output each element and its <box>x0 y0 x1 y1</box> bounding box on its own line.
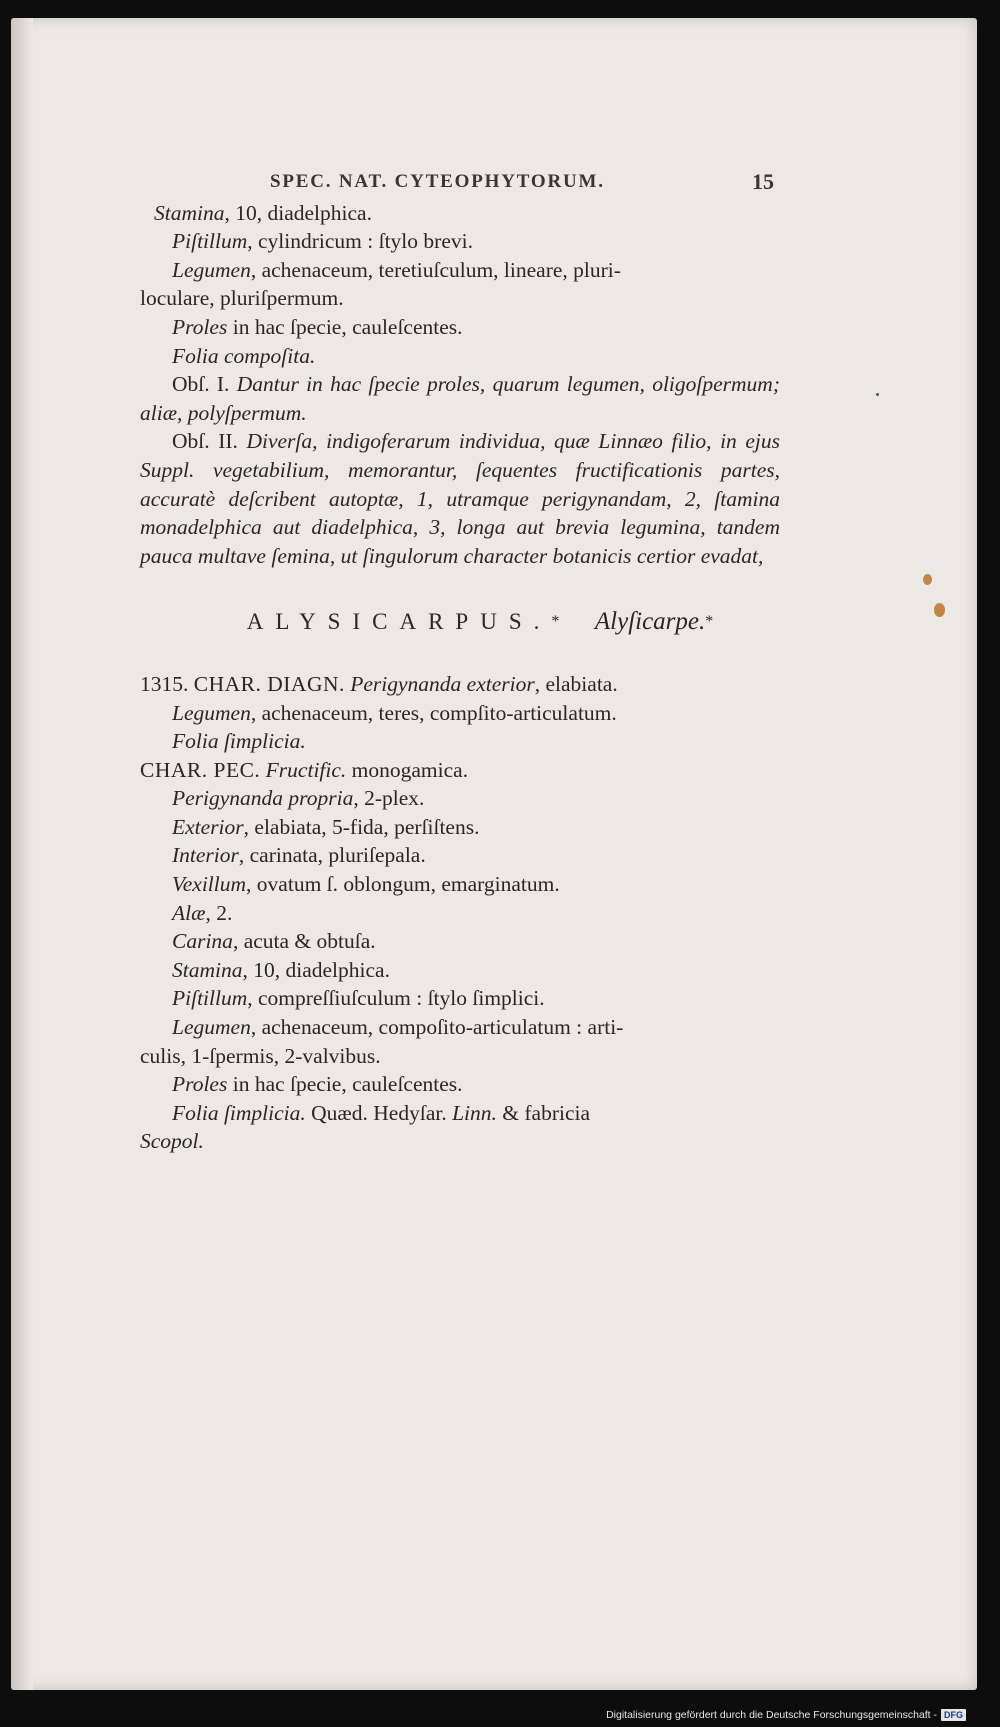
text-line <box>140 342 780 371</box>
speck <box>876 393 879 396</box>
text-line <box>140 784 780 813</box>
text: , 10, diadelphica. <box>224 200 372 225</box>
text-line <box>140 1013 780 1042</box>
text-line <box>140 227 780 256</box>
term: Perigynanda exterior <box>350 671 535 696</box>
text: , achenaceum, teretiuſculum, lineare, pluri- <box>250 257 621 282</box>
text: , elabiata. <box>534 671 618 696</box>
text: , carinata, pluriſepala. <box>238 843 426 868</box>
running-head <box>140 168 780 197</box>
text-line <box>140 1127 780 1156</box>
book-page <box>11 18 977 1690</box>
text-line <box>140 284 780 313</box>
text: , 2-plex. <box>353 786 425 811</box>
text-line <box>140 199 780 228</box>
entry-number: 1315. <box>140 671 189 696</box>
text: , elabiata, 5-fida, perſiſtens. <box>243 814 480 839</box>
footnote-star: * <box>551 613 560 631</box>
text-line <box>140 899 780 928</box>
foxing-stain-2 <box>934 603 945 617</box>
text-line <box>140 1042 780 1071</box>
term: Carina <box>172 929 233 954</box>
text: , compreſſiuſculum : ſtylo ſimplici. <box>247 986 545 1011</box>
diagn-label: CHAR. DIAGN. <box>193 671 345 696</box>
text: monogamica. <box>346 757 469 782</box>
text-line <box>140 1099 780 1128</box>
term: Folia compoſita. <box>172 343 316 368</box>
footnote-star: * <box>705 613 714 631</box>
running-title: SPEC. NAT. CYTEOPHYTORUM. <box>270 171 605 192</box>
page-number: 15 <box>752 169 774 194</box>
term: Stamina <box>154 200 225 225</box>
digitization-credit <box>606 1709 966 1721</box>
term: Stamina <box>172 957 243 982</box>
term: Folia ſimplicia. <box>172 729 306 754</box>
term: Fructific. <box>265 757 347 782</box>
obs-label: Obſ. II. <box>172 429 238 454</box>
dfg-logo: DFG <box>941 1709 966 1721</box>
text: , 10, diadelphica. <box>242 957 390 982</box>
obs-label: Obſ. I. <box>172 372 230 397</box>
term: Piſtillum <box>172 229 248 254</box>
text: in hac ſpecie, cauleſcentes. <box>227 1072 463 1097</box>
term: Piſtillum <box>172 986 248 1011</box>
obs-text: Diverſa, indigoferarum individua, quæ Linnæo filio, in ejus Suppl. vegetabilium, memorantur, ſequentes fructificationis partes, accuratè deſcribent autoptæ, 1, utramque perigynandam, 2, ſtamina monadelphica aut diadelphica, 3, longa aut brevia legumina, tandem pauca multave ſemina, ut ſingulorum character botanicis certior evadat, <box>140 429 780 568</box>
diagnosis-paragraph <box>140 670 780 699</box>
term: Folia ſimplicia. <box>172 1100 306 1125</box>
obs-text: Dantur in hac ſpecie proles, quarum legumen, oligoſpermum; aliæ, polyſpermum. <box>140 372 780 425</box>
text-line <box>140 956 780 985</box>
genus-heading <box>180 608 780 637</box>
text-line <box>140 813 780 842</box>
term: Proles <box>172 314 228 339</box>
term: Vexillum <box>172 872 247 897</box>
text: , 2. <box>205 900 233 925</box>
genus-latin: ALYSICARPUS. <box>246 609 552 635</box>
text-line <box>140 1070 780 1099</box>
text: , achenaceum, compoſito-articulatum : arti- <box>250 1015 624 1040</box>
text: in hac ſpecie, cauleſcentes. <box>227 314 463 339</box>
term: Proles <box>172 1072 228 1097</box>
text-line <box>140 984 780 1013</box>
page-gutter-shadow <box>11 18 33 1690</box>
text-line <box>140 756 780 785</box>
text-block <box>140 168 780 1156</box>
pec-label: CHAR. PEC. <box>140 757 261 782</box>
term: Legumen <box>172 1015 251 1040</box>
text: culis, 1-ſpermis, 2-valvibus. <box>140 1043 381 1068</box>
term: Scopol. <box>140 1129 204 1154</box>
genus-french: Alyſicarpe. <box>594 608 706 636</box>
text: , achenaceum, teres, compſito-articulatum. <box>250 700 617 725</box>
credit-text: Digitalisierung gefördert durch die Deutsche Forschungsgemeinschaft - <box>606 1709 937 1721</box>
term: Perigynanda propria <box>172 786 354 811</box>
term: Alæ <box>172 900 206 925</box>
text: & fabricia <box>496 1100 591 1125</box>
text: loculare, pluriſpermum. <box>140 286 344 311</box>
text-line <box>140 256 780 285</box>
text-line <box>140 841 780 870</box>
text-line <box>140 699 780 728</box>
text-line <box>140 727 780 756</box>
text: , cylindricum : ſtylo brevi. <box>247 229 473 254</box>
text: , acuta & obtuſa. <box>232 929 376 954</box>
text: , ovatum ſ. oblongum, emarginatum. <box>246 872 560 897</box>
term: Interior <box>172 843 239 868</box>
text-line <box>140 313 780 342</box>
text-line <box>140 870 780 899</box>
observation-1 <box>140 370 780 427</box>
term: Linn. <box>452 1100 497 1125</box>
text-line <box>140 927 780 956</box>
text: Quæd. Hedyſar. <box>305 1100 447 1125</box>
term: Legumen <box>172 257 251 282</box>
foxing-stain-1 <box>923 574 932 585</box>
term: Legumen <box>172 700 251 725</box>
observation-2 <box>140 427 780 570</box>
term: Exterior <box>172 814 244 839</box>
